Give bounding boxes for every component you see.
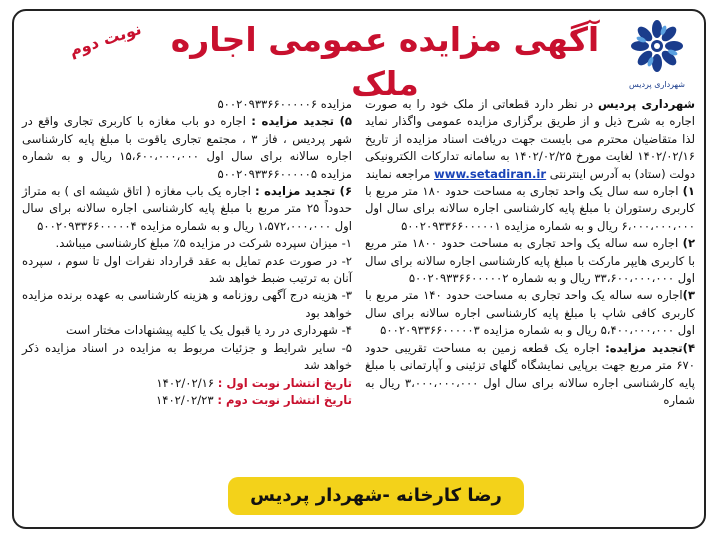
item-6-text: اجاره یک باب مغازه ( اتاق شیشه ای ) به متراژ حدوداً ۲۵ متر مربع با مبلغ پایه کارشناسی اجاره سالانه برای سال اول ۱،۵۷۲،۰۰۰،۰۰۰ ریال و به شماره مزایده ۵۰۰۲۰۹۳۳۶۶۰۰۰۰۰۴ bbox=[22, 184, 352, 233]
publish-second-label: تاریخ انتشار نوبت دوم : bbox=[217, 392, 352, 407]
round-label: نوبت دوم bbox=[66, 18, 144, 61]
note-3: ۳- هزینه درج آگهی روزنامه و هزینه کارشناسی به عهده برنده مزایده خواهد بود bbox=[22, 288, 352, 320]
publish-date-first bbox=[22, 375, 352, 392]
intro-text: در نظر دارد قطعاتی از ملک خود را به صورت اجاره به شرح ذیل و از طریق برگزاری مزایده عمومی واگذار نماید لذا متقاضیان محترم می بایست جهت دریافت اسناد مزایده از تاریخ ۱۴۰۲/۰۲/۱۶ لغایت مورخ ۱۴۰۲/۰۲/۲۵ به سامانه تدارکات الکترونیکی دولت (ستاد) به آدرس اینترنتی bbox=[365, 97, 696, 181]
publish-first-date: ۱۴۰۲/۰۲/۱۶ bbox=[156, 375, 215, 390]
logo-caption: شهرداری پردیس bbox=[629, 80, 685, 89]
item-3-number: ۳) bbox=[682, 288, 695, 303]
note-2: ۲- در صورت عدم تمایل به عقد قرارداد نفرات اول تا سوم ، سپرده آنان به ترتیب ضبط خواهد شد bbox=[22, 253, 352, 286]
item-3-text: اجاره سه ساله یک واحد تجاری به مساحت حدود ۱۴۰ متر مربع با کاربری کافی شاپ با مبلغ پایه کارشناسی اجاره سالانه برای سال اول ۵،۴۰۰،۰۰۰،۰۰۰ ریال و به شماره مزایده ۵۰۰۲۰۹۳۳۶۶۰۰۰۰۰۳ bbox=[365, 288, 695, 338]
item-5 bbox=[22, 113, 352, 183]
item-4-text: اجاره یک قطعه زمین به مساحت تقریبی حدود ۶۷۰ متر مربع جهت برپایی نمایشگاه گلهای تزئینی و آپارتمانی با مبلغ پایه کارشناسی اجاره سالانه برای سال اول ۳،۰۰۰،۰۰۰،۰۰۰ ریال به شماره bbox=[365, 340, 695, 407]
municipality-logo-icon bbox=[626, 16, 688, 80]
item-2 bbox=[365, 235, 695, 287]
item-1-text: اجاره سه سال یک واحد تجاری به مساحت حدود ۱۸۰ متر مربع با کاربری رستوران با مبلغ پایه کارشناسی اجاره سالانه برای سال اول ۶،۰۰۰،۰۰۰،۰۰۰ ریال و به شماره مزایده ۵۰۰۲۰۹۳۳۶۶۰۰۰۰۰۱ bbox=[365, 184, 695, 233]
note-5: ۵- سایر شرایط و جزئیات مربوط به مزایده در اسناد مزایده ذکر خواهد شد bbox=[22, 340, 352, 373]
item-2-number: ۲) bbox=[682, 236, 696, 251]
intro-org: شهرداری پردیس bbox=[598, 97, 695, 111]
item-4 bbox=[365, 340, 695, 410]
item-6-number: ۶) تجدید مزایده : bbox=[255, 184, 353, 199]
item-1 bbox=[365, 183, 695, 235]
item-6 bbox=[22, 183, 352, 235]
publish-first-label: تاریخ انتشار نوبت اول : bbox=[217, 375, 352, 390]
note-1: ۱- میزان سپرده شرکت در مزایده ۵٪ مبلغ کارشناسی میباشد. bbox=[55, 236, 352, 251]
intro-paragraph bbox=[365, 96, 695, 183]
note-4: ۴- شهرداری در رد یا قبول یک یا کلیه پیشنهادات مختار است bbox=[65, 323, 352, 338]
intro-tail: مراجعه نمایند bbox=[365, 166, 435, 181]
item-4-number: ۴)تجدید مزایده: bbox=[605, 340, 696, 355]
item-5-text: اجاره دو باب مغازه با کاربری تجاری واقع در شهر پردیس ، فاز ۳ ، مجتمع تجاری یاقوت با مبلغ پایه کارشناسی اجاره سالانه برای سال اول ۱۵،۶۰۰،۰۰۰،۰۰۰ ریال و به شماره مزایده ۵۰۰۲۰۹۳۳۶۶۰۰۰۰۰۵ bbox=[22, 114, 353, 181]
publish-date-second bbox=[22, 392, 352, 409]
item-1-number: ۱) bbox=[682, 184, 695, 199]
signature-text: رضا کارخانه -شهردار پردیس bbox=[250, 485, 502, 506]
page-title: آگهی مزایده عمومی اجاره ملک bbox=[170, 20, 600, 103]
item-2-text: اجاره سه ساله یک واحد تجاری به مساحت حدود ۱۸۰۰ متر مربع با کاربری هایپر مارکت با مبلغ پایه کارشناسی اجاره سالانه برای سال اول ۳۳،۶۰۰،۰۰۰،۰۰۰ ریال و به شماره ۵۰۰۲۰۹۳۳۶۶۰۰۰۰۰۲ bbox=[365, 236, 695, 286]
item-4-continued: مزایده ۵۰۰۲۰۹۳۳۶۶۰۰۰۰۰۶ bbox=[217, 97, 352, 111]
website-link[interactable]: www.setadiran.ir bbox=[434, 166, 547, 181]
left-column bbox=[22, 96, 352, 409]
item-5-number: ۵) تجدید مزایده : bbox=[251, 114, 352, 129]
publish-second-date: ۱۴۰۲/۰۲/۲۳ bbox=[156, 392, 214, 407]
item-3 bbox=[365, 287, 695, 339]
right-column bbox=[365, 96, 695, 409]
